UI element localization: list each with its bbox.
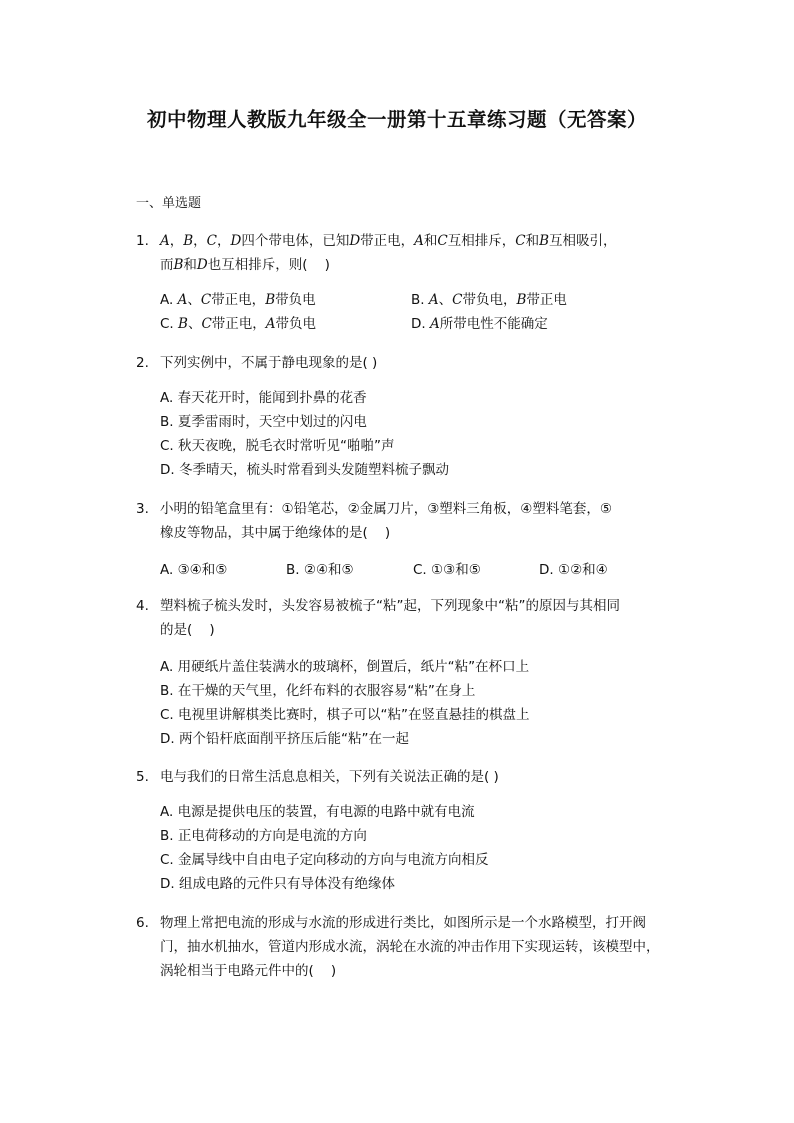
option-c: C. 秋天夜晚，脱毛衣时常听见“啪啪”声 — [160, 438, 395, 454]
question-number: 3. — [136, 501, 149, 517]
question-number: 2. — [136, 355, 149, 371]
option-a: A. 用硬纸片盖住装满水的玻璃杯，倒置后，纸片“粘”在杯口上 — [160, 659, 530, 675]
option-c: C. 电视里讲解棋类比赛时，棋子可以“粘”在竖直悬挂的棋盘上 — [160, 707, 530, 723]
option-c: C. ①③和⑤ — [413, 562, 481, 578]
question-number: 1. — [136, 233, 149, 249]
option-d: D. 冬季晴天，梳头时常看到头发随塑料梳子飘动 — [160, 462, 449, 478]
question-stem: 电与我们的日常生活息息相关，下列有关说法正确的是( ) — [160, 769, 499, 785]
question-number: 4. — [136, 598, 149, 614]
document-title: 初中物理人教版九年级全一册第十五章练习题（无答案） — [146, 108, 647, 131]
question-stem: 小明的铅笔盒里有：①铅笔芯，②金属刀片，③塑料三角板，④塑料笔套，⑤ 橡皮等物品，其中属于绝缘体的是( ) — [160, 501, 613, 541]
question-number: 6. — [136, 915, 149, 931]
question-number: 5. — [136, 769, 149, 785]
option-b: B. 夏季雷雨时，天空中划过的闪电 — [160, 414, 367, 430]
question-stem: 下列实例中，不属于静电现象的是( ) — [160, 355, 378, 371]
option-a: A. ③④和⑤ — [160, 562, 228, 578]
question-stem: 物理上常把电流的形成与水流的形成进行类比，如图所示是一个水路模型，打开阀 门，抽水机抽水，管道内形成水流，涡轮在水流的冲击作用下实现运转，该模型中， 涡轮相当于电路元件中的( ) — [160, 915, 660, 979]
option-b: B. A、C带负电，B带正电 — [411, 292, 567, 308]
option-d: D. 组成电路的元件只有导体没有绝缘体 — [160, 876, 395, 892]
option-a: A. 电源是提供电压的装置，有电源的电路中就有电流 — [160, 804, 475, 820]
option-b: B. 在干燥的天气里，化纤布料的衣服容易“粘”在身上 — [160, 683, 476, 699]
option-c: C. 金属导线中自由电子定向移动的方向与电流方向相反 — [160, 852, 489, 868]
question-stem: 塑料梳子梳头发时，头发容易被梳子“粘”起，下列现象中“粘”的原因与其相同 的是( ) — [160, 598, 620, 638]
option-d: D. 两个铅杆底面削平挤压后能“粘”在一起 — [160, 731, 409, 747]
option-c: C. B、C带正电，A带负电 — [160, 316, 317, 332]
option-b: B. ②④和⑤ — [286, 562, 354, 578]
option-b: B. 正电荷移动的方向是电流的方向 — [160, 828, 367, 844]
option-d: D. ①②和④ — [539, 562, 608, 578]
option-a: A. 春天花开时，能闻到扑鼻的花香 — [160, 390, 367, 406]
section-heading: 一、单选题 — [136, 196, 202, 211]
option-a: A. A、C带正电，B带负电 — [160, 292, 316, 308]
question-stem: A，B，C，D四个带电体，已知D带正电，A和C互相排斥，C和B互相吸引， 而B和D也互相排斥，则( ) — [160, 233, 617, 273]
option-d: D. A所带电性不能确定 — [411, 316, 548, 332]
